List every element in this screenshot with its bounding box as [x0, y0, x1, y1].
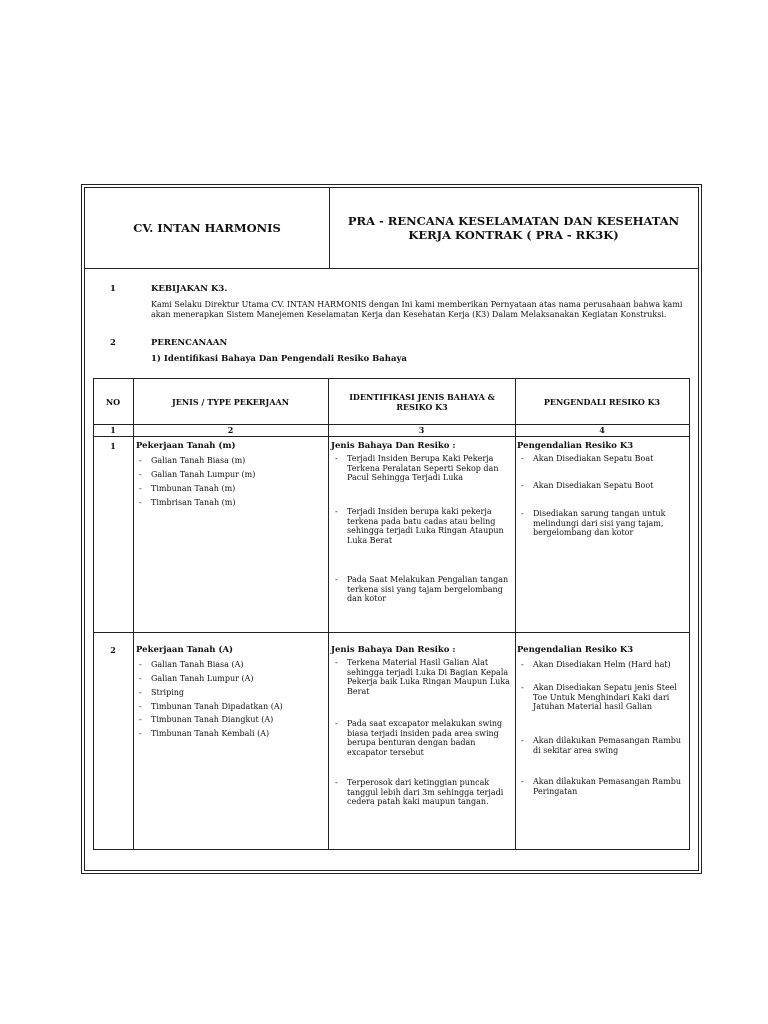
list-item: - Akan dilakukan Pemasangan Rambu di sekitar area swing [521, 736, 681, 755]
row-2-number: 2 [110, 645, 116, 655]
column-number: 2 [227, 425, 234, 435]
row-1-number: 1 [110, 441, 116, 451]
table-line [93, 632, 690, 633]
list-item: - Disediakan sarung tangan untuk melindungi dari sisi yang tajam, bergelombang dan kotor [521, 509, 666, 538]
list-item: - Striping [139, 688, 185, 697]
row-2-control-title: Pengendalian Resiko K3 [517, 645, 634, 655]
column-header-no: NO [105, 396, 121, 407]
list-item: - Akan Disediakan Sepatu jenis Steel Toe Untuk Menghindari Kaki dari Jatuhan Material hasil Galian [521, 683, 677, 712]
column-header-control: PENGENDALI RESIKO K3 [543, 396, 661, 407]
table-line [515, 378, 516, 850]
list-item: - Pada saat excapator melakukan swing biasa terjadi insiden pada area swing berupa benturan dengan badan excapator tersebut [335, 719, 503, 757]
list-item: - Terperosok dari ketinggian puncak tanggul lebih dari 3m sehingga terjadi cedera patah kaki maupun tangan. [335, 778, 504, 807]
row-2-job-title: Pekerjaan Tanah (A) [136, 645, 234, 655]
section-1-heading: KEBIJAKAN K3. [151, 284, 228, 294]
list-item: - Timbunan Tanah Diangkut (A) [139, 715, 274, 724]
hazard-table [93, 378, 690, 850]
section-1-number: 1 [110, 284, 116, 294]
column-number: 1 [110, 425, 116, 435]
document-inner-border [84, 187, 699, 871]
column-header-hazard: IDENTIFIKASI JENIS BAHAYA & RESIKO K3 [349, 391, 495, 412]
table-line [328, 378, 329, 850]
document-frame [81, 184, 702, 874]
table-line [93, 849, 690, 850]
list-item: - Timbunan Tanah Dipadatkan (A) [139, 702, 283, 711]
list-item: - Akan dilakukan Pemasangan Rambu Peringatan [521, 777, 681, 796]
row-1-job-title: Pekerjaan Tanah (m) [136, 441, 236, 451]
list-item: - Timbunan Tanah (m) [139, 484, 236, 493]
document-title: PRA - RENCANA KESELAMATAN DAN KESEHATAN KERJA KONTRAK ( PRA - RK3K) [329, 188, 698, 269]
list-item: - Terjadi Insiden berupa kaki pekerja terkena pada batu cadas atau beling sehingga terjadi Luka Ringan Ataupun Luka Berat [335, 507, 504, 545]
column-number: 3 [418, 425, 425, 435]
list-item: - Terjadi Insiden Berupa Kaki Pekerja Terkena Peralatan Seperti Sekop dan Pacul Sehingga Terjadi Luka [335, 454, 499, 483]
list-item: - Akan Disediakan Helm (Hard hat) [521, 660, 671, 669]
table-line [689, 378, 690, 850]
list-item: - Galian Tanah Lumpur (A) [139, 674, 254, 683]
column-number: 4 [599, 425, 605, 435]
section-1-policy-text: Kami Selaku Direktur Utama CV. INTAN HARMONIS dengan Ini kami memberikan Pernyataan atas nama perusahaan bahwa kami akan menerapkan Sistem Manejemen Keselamatan Kerja dan Kesehatan Kerja (K3) Dalam Melaksanakan Kegiatan Konstruksi. [151, 300, 683, 319]
list-item: - Terkena Material Hasil Galian Alat sehingga terjadi Luka Di Bagian Kepala Pekerja baik Luka Ringan Maupun Luka Berat [335, 658, 510, 696]
list-item: - Timbunan Tanah Kembali (A) [139, 729, 270, 738]
table-line [93, 436, 690, 437]
list-item: - Akan Disediakan Sepatu Boot [521, 481, 654, 490]
row-1-control-title: Pengendalian Resiko K3 [517, 441, 634, 451]
list-item: - Galian Tanah Biasa (A) [139, 660, 244, 669]
list-item: - Pada Saat Melakukan Pengalian tangan terkena sisi yang tajam bergelombang dan kotor [335, 575, 509, 604]
list-item: - Akan Disediakan Sepatu Boat [521, 454, 654, 463]
table-line [133, 378, 134, 850]
row-1-hazard-title: Jenis Bahaya Dan Resiko : [331, 441, 456, 451]
section-2-heading: PERENCANAAN [151, 338, 228, 348]
section-2-number: 2 [110, 338, 116, 348]
list-item: - Timbrisan Tanah (m) [139, 498, 236, 507]
section-2-subheading: 1) Identifikasi Bahaya Dan Pengendali Resiko Bahaya [151, 354, 407, 364]
list-item: - Galian Tanah Biasa (m) [139, 456, 246, 465]
column-header-job: JENIS / TYPE PEKERJAAN [171, 396, 290, 407]
row-2-hazard-title: Jenis Bahaya Dan Resiko : [331, 645, 456, 655]
list-item: - Galian Tanah Lumpur (m) [139, 470, 256, 479]
company-name: CV. INTAN HARMONIS [85, 188, 330, 269]
